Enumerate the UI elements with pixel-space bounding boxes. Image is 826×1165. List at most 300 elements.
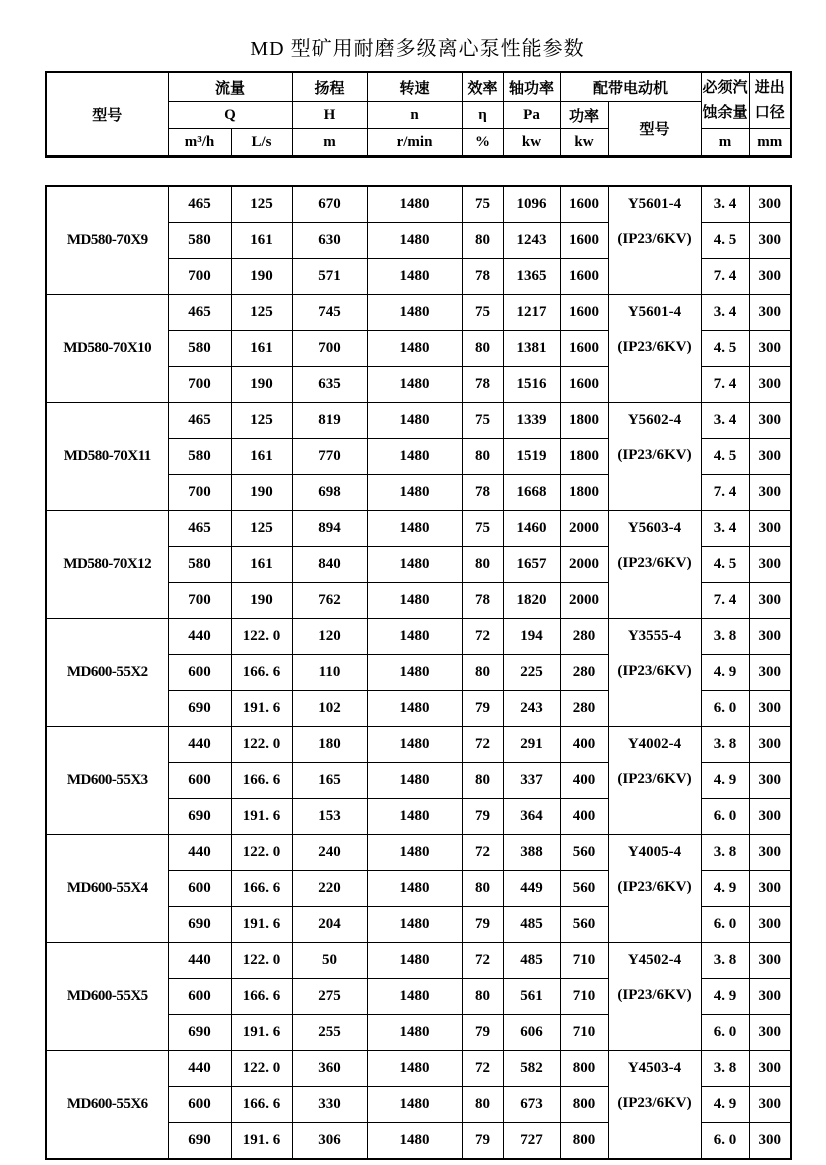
motor-power-cell: 800 <box>560 1051 608 1087</box>
motor-power-cell: 710 <box>560 979 608 1015</box>
npsh-cell: 6. 0 <box>701 1123 749 1160</box>
head-cell: 770 <box>292 439 367 475</box>
body-table-rows <box>46 186 791 1159</box>
shaft-power-cell: 1820 <box>503 583 560 619</box>
efficiency-cell: 79 <box>462 1123 503 1160</box>
motor-model-spec: (IP23/6KV) <box>617 771 692 787</box>
motor-model-spec: (IP23/6KV) <box>617 339 692 355</box>
symbol-shaft-power: Pa <box>503 102 560 129</box>
motor-model-cell <box>608 727 701 835</box>
motor-power-cell: 710 <box>560 943 608 979</box>
npsh-cell: 3. 4 <box>701 295 749 331</box>
port-diameter-cell: 300 <box>749 871 791 907</box>
port-diameter-cell: 300 <box>749 1123 791 1160</box>
flow-m3h-cell: 690 <box>168 799 231 835</box>
speed-cell: 1480 <box>367 367 462 403</box>
flow-ls-cell: 191. 6 <box>231 907 292 943</box>
shaft-power-cell: 561 <box>503 979 560 1015</box>
npsh-cell: 3. 4 <box>701 511 749 547</box>
table-row <box>46 619 791 655</box>
efficiency-cell: 80 <box>462 547 503 583</box>
motor-power-cell: 710 <box>560 1015 608 1051</box>
npsh-cell: 3. 4 <box>701 186 749 223</box>
npsh-cell: 3. 8 <box>701 1051 749 1087</box>
speed-cell: 1480 <box>367 511 462 547</box>
flow-ls-cell: 191. 6 <box>231 1015 292 1051</box>
flow-m3h-cell: 600 <box>168 763 231 799</box>
npsh-cell: 3. 8 <box>701 619 749 655</box>
head-cell: 275 <box>292 979 367 1015</box>
table-row <box>46 295 791 331</box>
flow-ls-cell: 122. 0 <box>231 619 292 655</box>
speed-cell: 1480 <box>367 223 462 259</box>
flow-m3h-cell: 440 <box>168 835 231 871</box>
speed-cell: 1480 <box>367 907 462 943</box>
speed-cell: 1480 <box>367 619 462 655</box>
speed-cell: 1480 <box>367 871 462 907</box>
col-header-motor: 配带电动机 <box>560 72 701 102</box>
head-cell: 700 <box>292 331 367 367</box>
shaft-power-cell: 485 <box>503 907 560 943</box>
col-header-efficiency: 效率 <box>462 72 503 102</box>
port-diameter-cell: 300 <box>749 223 791 259</box>
shaft-power-cell: 1519 <box>503 439 560 475</box>
npsh-cell: 3. 8 <box>701 943 749 979</box>
flow-ls-cell: 166. 6 <box>231 655 292 691</box>
flow-m3h-cell: 580 <box>168 439 231 475</box>
port-diameter-cell: 300 <box>749 439 791 475</box>
flow-ls-cell: 122. 0 <box>231 943 292 979</box>
motor-power-cell: 2000 <box>560 511 608 547</box>
speed-cell: 1480 <box>367 403 462 439</box>
port-diameter-cell: 300 <box>749 655 791 691</box>
flow-ls-cell: 190 <box>231 367 292 403</box>
speed-cell: 1480 <box>367 799 462 835</box>
flow-ls-cell: 191. 6 <box>231 1123 292 1160</box>
motor-power-cell: 400 <box>560 763 608 799</box>
speed-cell: 1480 <box>367 691 462 727</box>
head-cell: 670 <box>292 186 367 223</box>
efficiency-cell: 78 <box>462 583 503 619</box>
shaft-power-cell: 1217 <box>503 295 560 331</box>
head-cell: 240 <box>292 835 367 871</box>
motor-power-cell: 1800 <box>560 439 608 475</box>
flow-ls-cell: 122. 0 <box>231 835 292 871</box>
flow-ls-cell: 190 <box>231 259 292 295</box>
col-header-head: 扬程 <box>292 72 367 102</box>
motor-power-cell: 2000 <box>560 547 608 583</box>
efficiency-cell: 80 <box>462 655 503 691</box>
head-cell: 220 <box>292 871 367 907</box>
flow-m3h-cell: 600 <box>168 979 231 1015</box>
port-diameter-cell: 300 <box>749 1051 791 1087</box>
col-header-port <box>749 72 791 129</box>
unit-flow-m3h: m³/h <box>168 129 231 157</box>
port-diameter-cell: 300 <box>749 907 791 943</box>
efficiency-cell: 72 <box>462 835 503 871</box>
flow-ls-cell: 125 <box>231 403 292 439</box>
col-header-flow: 流量 <box>168 72 292 102</box>
motor-model-name: Y4502-4 <box>627 952 682 968</box>
port-diameter-cell: 300 <box>749 799 791 835</box>
unit-speed: r/min <box>367 129 462 157</box>
flow-ls-cell: 161 <box>231 547 292 583</box>
page-title: MD 型矿用耐磨多级离心泵性能参数 <box>250 38 585 60</box>
motor-power-cell: 1600 <box>560 295 608 331</box>
motor-model-cell <box>608 1051 701 1160</box>
head-cell: 819 <box>292 403 367 439</box>
table-row <box>46 943 791 979</box>
head-cell: 306 <box>292 1123 367 1160</box>
head-cell: 630 <box>292 223 367 259</box>
npsh-cell: 7. 4 <box>701 259 749 295</box>
motor-model-cell <box>608 835 701 943</box>
head-cell: 894 <box>292 511 367 547</box>
pump-model-cell: MD600-55X6 <box>46 1051 168 1160</box>
motor-power-cell: 800 <box>560 1123 608 1160</box>
npsh-cell: 7. 4 <box>701 475 749 511</box>
flow-ls-cell: 191. 6 <box>231 691 292 727</box>
col-header-model: 型号 <box>46 72 168 157</box>
motor-power-cell: 560 <box>560 871 608 907</box>
shaft-power-cell: 582 <box>503 1051 560 1087</box>
port-diameter-cell: 300 <box>749 763 791 799</box>
head-cell: 571 <box>292 259 367 295</box>
motor-model-name: Y5601-4 <box>627 196 682 212</box>
flow-m3h-cell: 600 <box>168 871 231 907</box>
motor-model-name: Y3555-4 <box>627 628 682 644</box>
flow-m3h-cell: 600 <box>168 655 231 691</box>
shaft-power-cell: 1381 <box>503 331 560 367</box>
motor-power-cell: 800 <box>560 1087 608 1123</box>
speed-cell: 1480 <box>367 1051 462 1087</box>
motor-model-name: Y5603-4 <box>627 520 682 536</box>
shaft-power-cell: 1460 <box>503 511 560 547</box>
flow-m3h-cell: 700 <box>168 259 231 295</box>
shaft-power-cell: 1365 <box>503 259 560 295</box>
flow-m3h-cell: 690 <box>168 1015 231 1051</box>
flow-ls-cell: 161 <box>231 331 292 367</box>
motor-model-name: Y5601-4 <box>627 304 682 320</box>
efficiency-cell: 80 <box>462 871 503 907</box>
speed-cell: 1480 <box>367 547 462 583</box>
shaft-power-cell: 194 <box>503 619 560 655</box>
port-diameter-cell: 300 <box>749 727 791 763</box>
efficiency-cell: 78 <box>462 259 503 295</box>
npsh-cell: 4. 9 <box>701 979 749 1015</box>
shaft-power-cell: 1243 <box>503 223 560 259</box>
table-row <box>46 511 791 547</box>
flow-m3h-cell: 690 <box>168 691 231 727</box>
speed-cell: 1480 <box>367 295 462 331</box>
head-cell: 840 <box>292 547 367 583</box>
port-diameter-cell: 300 <box>749 367 791 403</box>
efficiency-cell: 79 <box>462 1015 503 1051</box>
flow-ls-cell: 166. 6 <box>231 979 292 1015</box>
shaft-power-cell: 1096 <box>503 186 560 223</box>
efficiency-cell: 79 <box>462 691 503 727</box>
motor-power-cell: 2000 <box>560 583 608 619</box>
shaft-power-cell: 1657 <box>503 547 560 583</box>
npsh-label-line1: 必须汽 <box>702 79 748 96</box>
col-header-motor-power: 功率 <box>560 102 608 129</box>
flow-m3h-cell: 440 <box>168 727 231 763</box>
symbol-efficiency: η <box>462 102 503 129</box>
flow-m3h-cell: 700 <box>168 475 231 511</box>
speed-cell: 1480 <box>367 727 462 763</box>
head-cell: 255 <box>292 1015 367 1051</box>
col-header-speed: 转速 <box>367 72 462 102</box>
shaft-power-cell: 291 <box>503 727 560 763</box>
port-diameter-cell: 300 <box>749 1015 791 1051</box>
speed-cell: 1480 <box>367 1123 462 1160</box>
shaft-power-cell: 727 <box>503 1123 560 1160</box>
efficiency-cell: 75 <box>462 186 503 223</box>
efficiency-cell: 80 <box>462 1087 503 1123</box>
flow-m3h-cell: 465 <box>168 511 231 547</box>
port-diameter-cell: 300 <box>749 1087 791 1123</box>
motor-model-spec: (IP23/6KV) <box>617 555 692 571</box>
shaft-power-cell: 225 <box>503 655 560 691</box>
efficiency-cell: 80 <box>462 763 503 799</box>
port-diameter-cell: 300 <box>749 403 791 439</box>
flow-ls-cell: 122. 0 <box>231 1051 292 1087</box>
port-diameter-cell: 300 <box>749 835 791 871</box>
table-row <box>46 1051 791 1087</box>
motor-model-spec: (IP23/6KV) <box>617 231 692 247</box>
flow-m3h-cell: 465 <box>168 403 231 439</box>
head-cell: 180 <box>292 727 367 763</box>
pump-model-cell: MD580-70X9 <box>46 186 168 295</box>
port-diameter-cell: 300 <box>749 511 791 547</box>
motor-power-cell: 280 <box>560 655 608 691</box>
npsh-cell: 3. 8 <box>701 727 749 763</box>
npsh-cell: 4. 9 <box>701 655 749 691</box>
npsh-cell: 4. 5 <box>701 331 749 367</box>
table-row <box>46 727 791 763</box>
header-table <box>45 71 792 158</box>
efficiency-cell: 72 <box>462 1051 503 1087</box>
head-cell: 330 <box>292 1087 367 1123</box>
motor-power-cell: 400 <box>560 727 608 763</box>
motor-model-spec: (IP23/6KV) <box>617 879 692 895</box>
shaft-power-cell: 388 <box>503 835 560 871</box>
npsh-cell: 4. 9 <box>701 763 749 799</box>
symbol-head: H <box>292 102 367 129</box>
port-diameter-cell: 300 <box>749 475 791 511</box>
speed-cell: 1480 <box>367 943 462 979</box>
speed-cell: 1480 <box>367 439 462 475</box>
head-cell: 102 <box>292 691 367 727</box>
shaft-power-cell: 606 <box>503 1015 560 1051</box>
motor-power-cell: 280 <box>560 619 608 655</box>
speed-cell: 1480 <box>367 1087 462 1123</box>
efficiency-cell: 78 <box>462 367 503 403</box>
symbol-speed: n <box>367 102 462 129</box>
port-diameter-cell: 300 <box>749 583 791 619</box>
motor-model-spec: (IP23/6KV) <box>617 663 692 679</box>
npsh-cell: 6. 0 <box>701 1015 749 1051</box>
motor-model-spec: (IP23/6KV) <box>617 1095 692 1111</box>
flow-ls-cell: 125 <box>231 186 292 223</box>
motor-model-cell <box>608 295 701 403</box>
flow-m3h-cell: 580 <box>168 547 231 583</box>
flow-m3h-cell: 580 <box>168 331 231 367</box>
header-row-1 <box>46 72 791 102</box>
motor-model-cell <box>608 186 701 295</box>
unit-port: mm <box>749 129 791 157</box>
pump-model-cell: MD580-70X12 <box>46 511 168 619</box>
flow-m3h-cell: 600 <box>168 1087 231 1123</box>
flow-ls-cell: 125 <box>231 511 292 547</box>
efficiency-cell: 72 <box>462 727 503 763</box>
unit-efficiency: % <box>462 129 503 157</box>
head-cell: 153 <box>292 799 367 835</box>
unit-npsh: m <box>701 129 749 157</box>
flow-ls-cell: 166. 6 <box>231 763 292 799</box>
flow-m3h-cell: 440 <box>168 943 231 979</box>
motor-model-name: Y4002-4 <box>627 736 682 752</box>
head-cell: 204 <box>292 907 367 943</box>
port-diameter-cell: 300 <box>749 331 791 367</box>
head-cell: 745 <box>292 295 367 331</box>
flow-ls-cell: 166. 6 <box>231 1087 292 1123</box>
speed-cell: 1480 <box>367 763 462 799</box>
pump-model-cell: MD600-55X4 <box>46 835 168 943</box>
speed-cell: 1480 <box>367 979 462 1015</box>
efficiency-cell: 79 <box>462 799 503 835</box>
motor-power-cell: 1600 <box>560 223 608 259</box>
efficiency-cell: 75 <box>462 511 503 547</box>
efficiency-cell: 79 <box>462 907 503 943</box>
motor-power-cell: 1600 <box>560 331 608 367</box>
efficiency-cell: 80 <box>462 223 503 259</box>
unit-head: m <box>292 129 367 157</box>
flow-ls-cell: 161 <box>231 223 292 259</box>
shaft-power-cell: 1516 <box>503 367 560 403</box>
motor-model-name: Y4005-4 <box>627 844 682 860</box>
speed-cell: 1480 <box>367 655 462 691</box>
efficiency-cell: 72 <box>462 943 503 979</box>
flow-ls-cell: 166. 6 <box>231 871 292 907</box>
flow-ls-cell: 191. 6 <box>231 799 292 835</box>
head-cell: 50 <box>292 943 367 979</box>
motor-power-cell: 1600 <box>560 259 608 295</box>
speed-cell: 1480 <box>367 186 462 223</box>
motor-power-cell: 280 <box>560 691 608 727</box>
shaft-power-cell: 1668 <box>503 475 560 511</box>
head-cell: 762 <box>292 583 367 619</box>
body-table <box>45 185 792 1160</box>
pump-model-cell: MD580-70X10 <box>46 295 168 403</box>
head-cell: 120 <box>292 619 367 655</box>
shaft-power-cell: 485 <box>503 943 560 979</box>
port-label-line2: 口径 <box>754 104 785 121</box>
efficiency-cell: 78 <box>462 475 503 511</box>
npsh-cell: 7. 4 <box>701 583 749 619</box>
shaft-power-cell: 673 <box>503 1087 560 1123</box>
speed-cell: 1480 <box>367 475 462 511</box>
port-diameter-cell: 300 <box>749 295 791 331</box>
symbol-flow: Q <box>168 102 292 129</box>
motor-power-cell: 560 <box>560 907 608 943</box>
shaft-power-cell: 449 <box>503 871 560 907</box>
pump-model-cell: MD580-70X11 <box>46 403 168 511</box>
flow-ls-cell: 122. 0 <box>231 727 292 763</box>
motor-model-spec: (IP23/6KV) <box>617 447 692 463</box>
flow-m3h-cell: 465 <box>168 186 231 223</box>
npsh-cell: 4. 9 <box>701 1087 749 1123</box>
speed-cell: 1480 <box>367 583 462 619</box>
npsh-cell: 6. 0 <box>701 799 749 835</box>
unit-flow-ls: L/s <box>231 129 292 157</box>
port-label-line1: 进出 <box>754 79 785 96</box>
npsh-cell: 7. 4 <box>701 367 749 403</box>
efficiency-cell: 75 <box>462 295 503 331</box>
npsh-cell: 6. 0 <box>701 691 749 727</box>
motor-model-cell <box>608 511 701 619</box>
pump-model-cell: MD600-55X5 <box>46 943 168 1051</box>
motor-model-name: Y4503-4 <box>627 1060 682 1076</box>
head-cell: 110 <box>292 655 367 691</box>
pump-model-cell: MD600-55X3 <box>46 727 168 835</box>
speed-cell: 1480 <box>367 259 462 295</box>
flow-ls-cell: 190 <box>231 475 292 511</box>
port-diameter-cell: 300 <box>749 943 791 979</box>
motor-power-cell: 560 <box>560 835 608 871</box>
motor-power-cell: 1800 <box>560 403 608 439</box>
port-diameter-cell: 300 <box>749 619 791 655</box>
motor-model-cell <box>608 943 701 1051</box>
flow-ls-cell: 125 <box>231 295 292 331</box>
flow-ls-cell: 161 <box>231 439 292 475</box>
npsh-cell: 6. 0 <box>701 907 749 943</box>
unit-shaft-power: kw <box>503 129 560 157</box>
head-cell: 165 <box>292 763 367 799</box>
flow-m3h-cell: 465 <box>168 295 231 331</box>
flow-m3h-cell: 690 <box>168 1123 231 1160</box>
motor-model-name: Y5602-4 <box>627 412 682 428</box>
efficiency-cell: 75 <box>462 403 503 439</box>
shaft-power-cell: 1339 <box>503 403 560 439</box>
speed-cell: 1480 <box>367 331 462 367</box>
efficiency-cell: 72 <box>462 619 503 655</box>
flow-m3h-cell: 580 <box>168 223 231 259</box>
flow-m3h-cell: 700 <box>168 367 231 403</box>
col-header-motor-model: 型号 <box>608 102 701 157</box>
motor-power-cell: 1600 <box>560 367 608 403</box>
efficiency-cell: 80 <box>462 439 503 475</box>
head-cell: 360 <box>292 1051 367 1087</box>
npsh-cell: 3. 4 <box>701 403 749 439</box>
npsh-cell: 4. 5 <box>701 547 749 583</box>
motor-power-cell: 1800 <box>560 475 608 511</box>
shaft-power-cell: 243 <box>503 691 560 727</box>
npsh-cell: 4. 5 <box>701 223 749 259</box>
port-diameter-cell: 300 <box>749 259 791 295</box>
flow-m3h-cell: 440 <box>168 1051 231 1087</box>
port-diameter-cell: 300 <box>749 186 791 223</box>
npsh-cell: 3. 8 <box>701 835 749 871</box>
shaft-power-cell: 337 <box>503 763 560 799</box>
table-row <box>46 186 791 223</box>
flow-ls-cell: 190 <box>231 583 292 619</box>
flow-m3h-cell: 700 <box>168 583 231 619</box>
col-header-npsh <box>701 72 749 129</box>
motor-model-cell <box>608 403 701 511</box>
npsh-cell: 4. 5 <box>701 439 749 475</box>
efficiency-cell: 80 <box>462 979 503 1015</box>
